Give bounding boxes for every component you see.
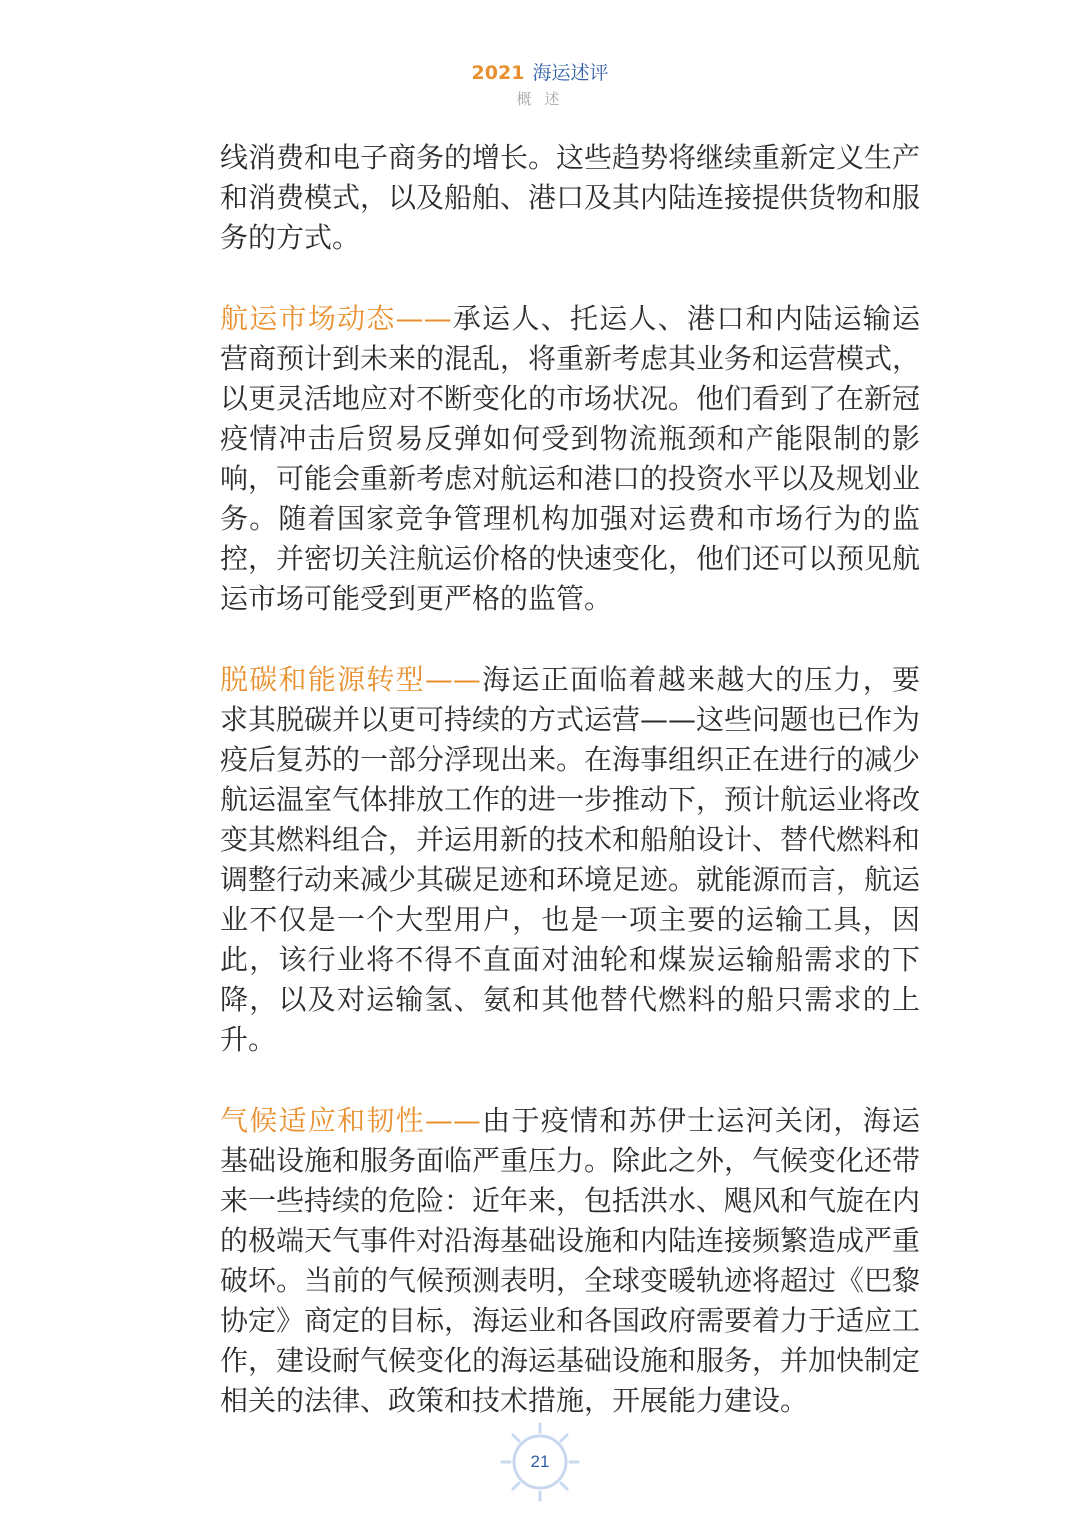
paragraph-intro — [220, 138, 920, 258]
running-header — [0, 60, 1080, 110]
paragraph-text: 线消费和电子商务的增长。这些趋势将继续重新定义生产和消费模式，以及船舶、港口及其内陆连接提供货物和服务的方式。 — [220, 141, 921, 254]
paragraph-market-dynamics — [220, 299, 920, 619]
paragraph-text: 海运正面临着越来越大的压力，要求其脱碳并以更可持续的方式运营——这些问题也已作为疫后复苏的一部分浮现出来。在海事组织正在进行的减少航运温室气体排放工作的进一步推动下，预计航运业将改变其燃料组合，并运用新的技术和船舶设计、替代燃料和调整行动来减少其碳足迹和环境足迹。就能源而言，航运业不仅是一个大型用户，也是一项主要的运输工具，因此，该行业将不得不直面对油轮和煤炭运输船需求的下降，以及对运输氢、氨和其他替代燃料的船只需求的上升。 — [220, 663, 921, 1056]
em-dash: —— — [395, 302, 452, 335]
paragraph-decarbonization — [220, 660, 920, 1060]
page-number: 21 — [530, 1452, 550, 1471]
report-title — [0, 60, 1080, 86]
paragraph-heading: 脱碳和能源转型 — [220, 663, 425, 696]
section-name: 概 述 — [516, 90, 564, 108]
report-year: 2021 — [471, 62, 525, 84]
paragraph-heading: 气候适应和韧性 — [220, 1104, 425, 1137]
paragraph-text: 由于疫情和苏伊士运河关闭，海运基础设施和服务面临严重压力。除此之外，气候变化还带来一些持续的危险：近年来，包括洪水、飓风和气旋在内的极端天气事件对沿海基础设施和内陆连接频繁造成严重破坏。当前的气候预测表明，全球变暖轨迹将超过《巴黎协定》商定的目标，海运业和各国政府需要着力于适应工作，建设耐气候变化的海运基础设施和服务，并加快制定相关的法律、政策和技术措施，开展能力建设。 — [220, 1104, 921, 1417]
em-dash: —— — [424, 663, 481, 696]
paragraph-text: 承运人、托运人、港口和内陆运输运营商预计到未来的混乱，将重新考虑其业务和运营模式，以更灵活地应对不断变化的市场状况。他们看到了在新冠疫情冲击后贸易反弹如何受到物流瓶颈和产能限制的影响，可能会重新考虑对航运和港口的投资水平以及规划业务。随着国家竞争管理机构加强对运费和市场行为的监控，并密切关注航运价格的快速变化，他们还可以预见航运市场可能受到更严格的监管。 — [220, 302, 921, 615]
paragraph-climate-resilience — [220, 1101, 920, 1421]
body-text — [220, 138, 920, 1462]
em-dash: —— — [424, 1104, 481, 1137]
page-footer — [480, 1420, 600, 1510]
paragraph-heading: 航运市场动态 — [220, 302, 396, 335]
report-name: 海运述评 — [532, 62, 609, 84]
